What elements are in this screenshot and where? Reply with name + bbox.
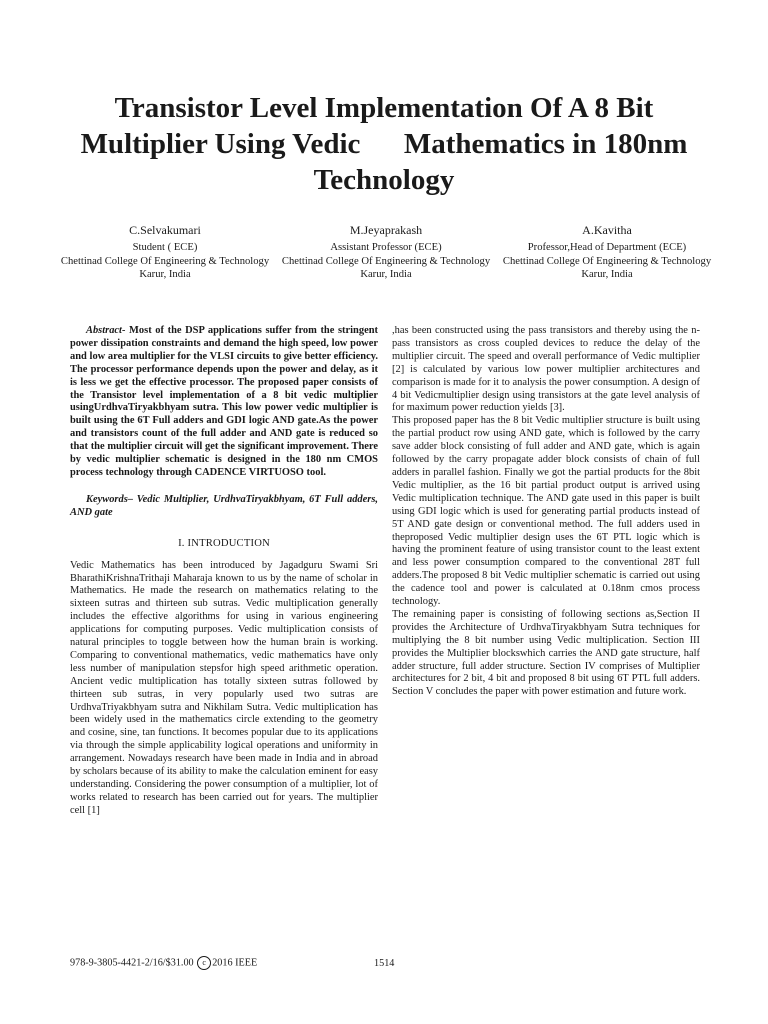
author-name: C.Selvakumari (129, 223, 201, 237)
paper-title (60, 90, 708, 198)
author-1 (60, 222, 270, 282)
body-paragraph-1: ,has been constructed using the pass transistors and thereby using the n-pass transistors as cross coupled devices to reduce the delay of the multiplier circuit. The speed and overall performance of Vedic multiplier [2] is calculated by various low power multiplier architectures and comparison is made for it to analysis the power consumption. A design of 4 bit Vedicmultiplier design using transistors at the gate level analysis of for maximum power reduction yields [3]. (392, 325, 700, 414)
author-2 (281, 222, 491, 282)
left-column (70, 325, 378, 818)
author-affiliation: Chettinad College Of Engineering & Technology (281, 255, 491, 267)
abstract-text: Most of the DSP applications suffer from the stringent power dissipation constraints and demand the high speed, low power and low area multiplier for the VLSI circuits to give better efficiency. The processor performance depends upon the power and delay, as it is less we get the effective processor. The proposed paper consists of the Transistor level implementation of a 8 bit vedic multiplier usingUrdhvaTiryakbhyam sutra. This low power vedic multiplier is built using the 6T Full adders and GDI logic AND gate.As the power and transistors count of the full adder and AND gate is reduced so that the multiplier circuit will get the significant improvement. There by vedic multiplier schematic is designed in the 180 nm CMOS process technology through CADENCE VIRTUOSO tool. (70, 325, 378, 478)
title-line-1: Transistor Level Implementation Of A 8 Bit (114, 92, 654, 124)
author-affiliation: Chettinad College Of Engineering & Technology (502, 255, 712, 267)
author-affiliation: Chettinad College Of Engineering & Technology (60, 255, 270, 267)
section-heading-introduction: I. INTRODUCTION (178, 537, 270, 549)
right-column (392, 325, 700, 699)
body-paragraph-2: This proposed paper has the 8 bit Vedic multiplier structure is built using the partial product row using AND gate, which is followed by the carry save adder block consisting of full adder and AND gate, which is again followed by the carry propagate adder block consists of chain of full adders in parallel fashion. Finally we got the partial products for the 8bit Vedic multiplier, as the 16 bit partial product output is arrived using Vedic multiplication technique. The AND gate used in this paper is built using GDI logic which is used for generating partial products instead of 5T AND gate design or conventional method. The full adders used in theproposed Vedic multiplier design uses the 6T PTL logic which is having the prominent feature of using transistor count to the least extent and less power consumption compared to the conventional 28T full adders.The proposed 8 bit Vedic multiplier schematic is carried out using the cadence tool and power is calculated at 0.18nm cmos process technology. (392, 415, 700, 608)
abstract (70, 325, 378, 480)
title-line-2: Multiplier Using Vedic Mathematics in 180nm (80, 128, 688, 160)
abstract-label: Abstract- (86, 325, 126, 336)
author-role: Professor,Head of Department (ECE) (527, 242, 687, 253)
page-number: 1514 (374, 958, 395, 969)
author-3 (502, 222, 712, 282)
author-block (60, 222, 712, 282)
author-location: Karur, India (360, 269, 412, 280)
author-name: M.Jeyaprakash (349, 223, 423, 237)
title-line-3: Technology (313, 164, 455, 196)
isbn-text: 978-9-3805-4421-2/16/$31.00 (70, 957, 197, 969)
footer-isbn (70, 956, 257, 970)
body-paragraph-3: The remaining paper is consisting of following sections as,Section II provides the Architecture of UrdhvaTiryakbhyam Sutra techniques for multiplying the 8 bit number using Vedic multiplication. Section III provides the Multiplier blockswhich carries the AND gate structure, half adder structure, full adder structure. Section IV comprises of Multiplier architectures for 2 bit, 4 bit and proposed 8 bit using 6T PTL full adders. Section V concludes the paper with power estimation and future work. (392, 608, 700, 698)
footer-year-org: 2016 IEEE (212, 957, 258, 969)
keywords: Keywords– Vedic Multiplier, UrdhvaTiryakbhyam, 6T Full adders, AND gate (70, 493, 378, 518)
copyright-icon: c (197, 956, 211, 970)
introduction-paragraph: Vedic Mathematics has been introduced by Jagadguru Swami Sri BharathiKrishnaTrithaji Maharaja known to us by the name of scholar in Mathematics. He made the research on mathematics relating to the sixteen sutras and thirteen sub sutras. Vedic multiplication generally includes the effective algorithms for using in various engineering applications for computing purposes. Vedic multiplication consists of natural principles to toggle between how the human brain is working. Comparing to conventional mathematics, vedic mathematics have only less number of manipulation stepsfor high speed arithmetic operation. Ancient vedic multiplication has totally sixteen sutras followed by thirteen sub sutras, in very popularly used two sutras are UrdhvaTriyakbhyam sutra and Nikhilam Sutra. Vedic multiplication has been widely used in the mathematics circle extending to the geometry and cosine, sine, tan functions. It becomes popular due to its applications via through the simple applicability logical operations and uniformity in arrangement. Nowadays research have been made in India and in abroad by scholars because of its ability to make the calculation eminent for easy understanding. Considering the power consumption of a multiplier, lot of works related to research has been carried out for years. The multiplier cell [1] (70, 559, 378, 816)
author-location: Karur, India (581, 269, 633, 280)
author-location: Karur, India (139, 269, 191, 280)
author-role: Assistant Professor (ECE) (330, 242, 442, 253)
author-name: A.Kavitha (582, 223, 632, 237)
author-role: Student ( ECE) (132, 242, 198, 253)
